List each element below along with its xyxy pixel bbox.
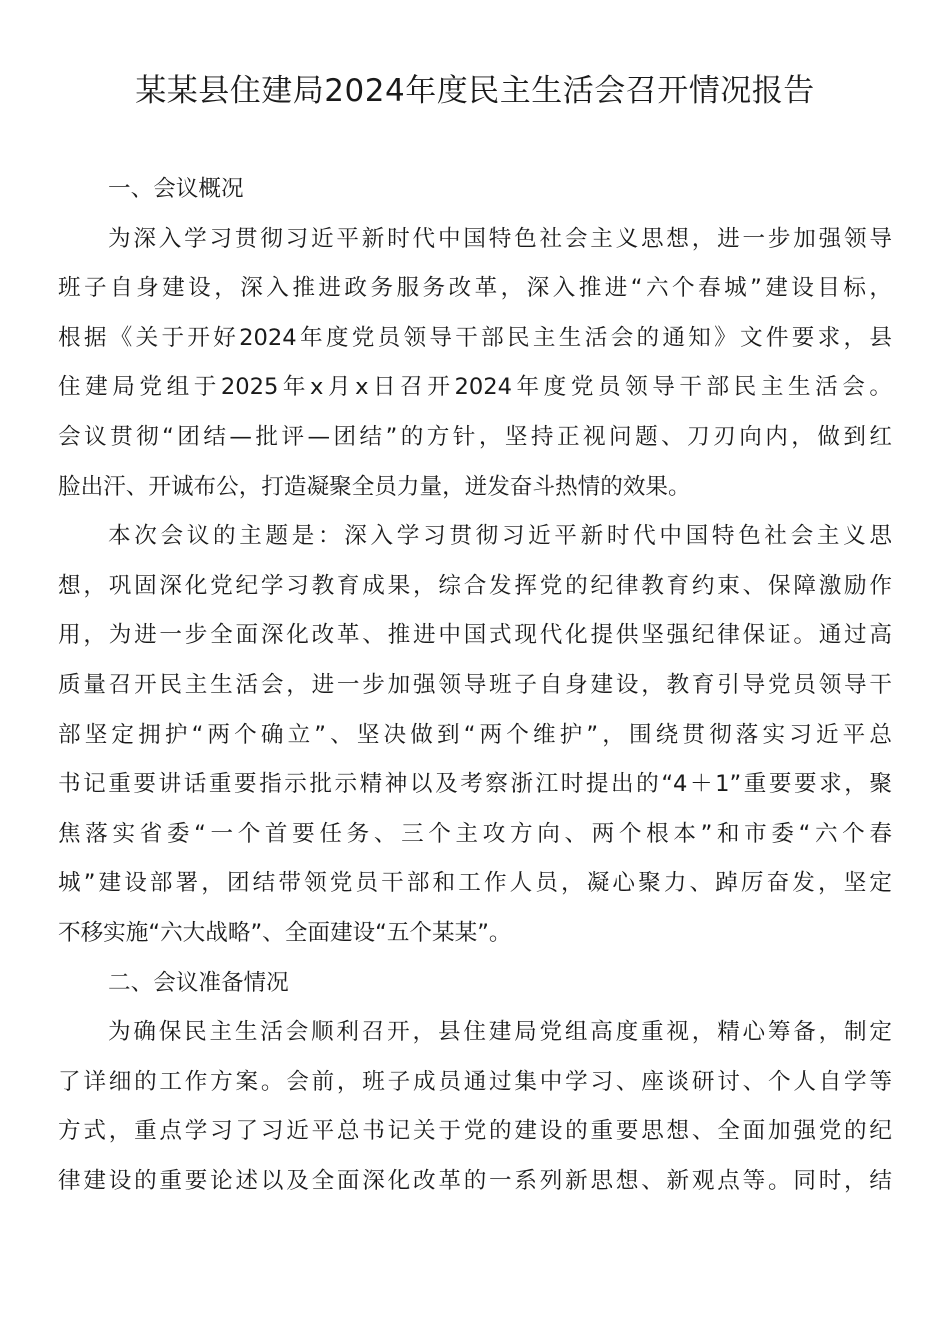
body-line: 一、会议概况 xyxy=(108,176,244,202)
body-line: 不移实施“六大战略”、全面建设“五个某某”。 xyxy=(58,919,512,946)
body-line: 部坚定拥护“两个确立”、坚决做到“两个维护”，围绕贯彻落实习近平总 xyxy=(58,721,892,748)
document-body xyxy=(58,165,892,1206)
body-line: 律建设的重要论述以及全面深化改革的一系列新思想、新观点等。同时，结 xyxy=(58,1167,892,1194)
body-line: 班子自身建设，深入推进政务服务改革，深入推进“六个春城”建设目标， xyxy=(58,275,892,302)
body-line: 二、会议准备情况 xyxy=(108,969,289,996)
body-line: 想，巩固深化党纪学习教育成果，综合发挥党的纪律教育约束、保障激励作 xyxy=(58,572,892,599)
body-line: 根据《关于开好2024年度党员领导干部民主生活会的通知》文件要求，县 xyxy=(58,324,892,351)
document-title: 某某县住建局2024年度民主生活会召开情况报告 xyxy=(135,73,815,109)
body-line: 城”建设部署，团结带领党员干部和工作人员，凝心聚力、踔厉奋发，坚定 xyxy=(58,870,892,897)
body-line: 用，为进一步全面深化改革、推进中国式现代化提供坚强纪律保证。通过高 xyxy=(58,622,892,649)
body-line: 会议贯彻“团结—批评—团结”的方针，坚持正视问题、刀刃向内，做到红 xyxy=(58,423,892,450)
body-line: 质量召开民主生活会，进一步加强领导班子自身建设，教育引导党员领导干 xyxy=(58,671,892,698)
body-line: 方式，重点学习了习近平总书记关于党的建设的重要思想、全面加强党的纪 xyxy=(58,1118,892,1145)
body-line: 焦落实省委“一个首要任务、三个主攻方向、两个根本”和市委“六个春 xyxy=(58,820,892,847)
body-line: 脸出汗、开诚布公，打造凝聚全员力量，迸发奋斗热情的效果。 xyxy=(58,473,691,500)
body-line: 为确保民主生活会顺利召开，县住建局党组高度重视，精心筹备，制定 xyxy=(108,1019,892,1046)
body-line: 了详细的工作方案。会前，班子成员通过集中学习、座谈研讨、个人自学等 xyxy=(58,1068,892,1095)
body-line: 本次会议的主题是：深入学习贯彻习近平新时代中国特色社会主义思 xyxy=(108,523,892,550)
body-line: 为深入学习贯彻习近平新时代中国特色社会主义思想，进一步加强领导 xyxy=(108,225,892,252)
body-line: 住建局党组于2025年x月x日召开2024年度党员领导干部民主生活会。 xyxy=(58,374,892,401)
body-line: 书记重要讲话重要指示批示精神以及考察浙江时提出的“4＋1”重要要求，聚 xyxy=(58,771,892,798)
